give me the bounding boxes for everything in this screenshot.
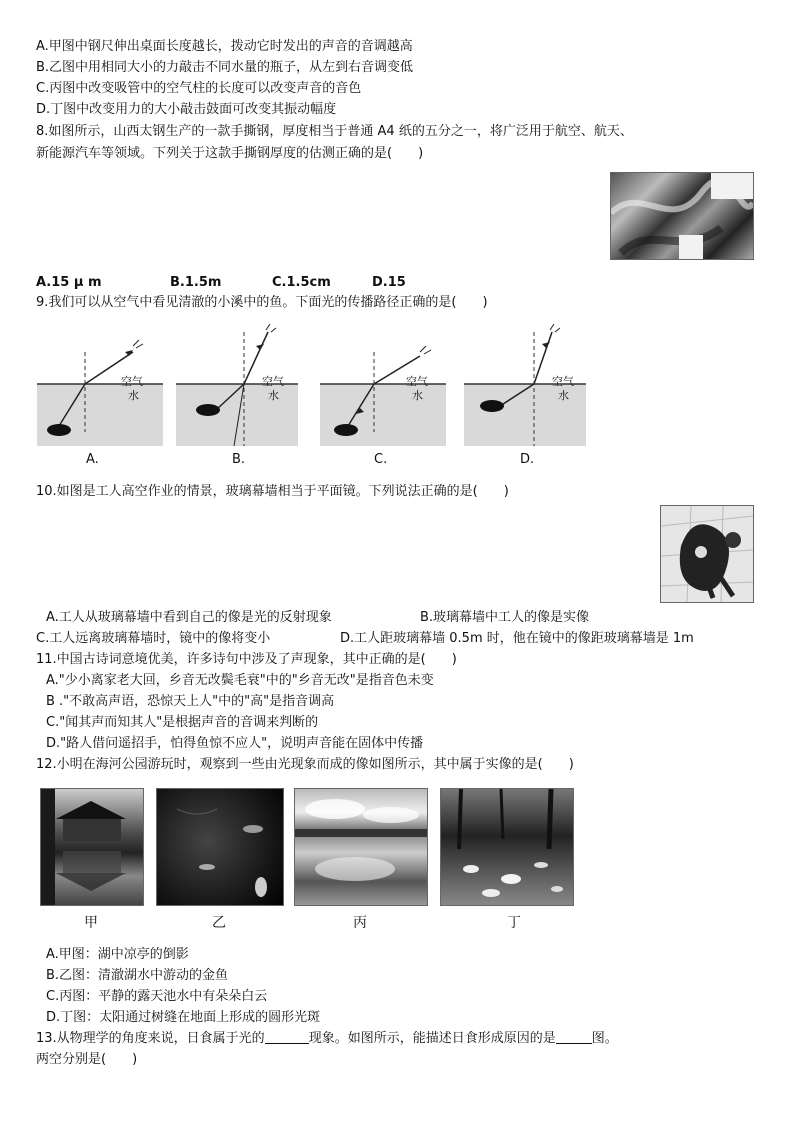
q11-option-c: C."闻其声而知其人"是根据声音的音调来判断的 bbox=[46, 715, 319, 730]
q9-caption-a: A. bbox=[86, 452, 99, 467]
worker-photo-art bbox=[661, 506, 753, 602]
q13-part3: 图。 bbox=[591, 1031, 618, 1046]
q9-b-air-label: 空气 bbox=[262, 375, 284, 388]
q9-figure-b bbox=[176, 322, 298, 470]
q9-d-water-label: 水 bbox=[558, 389, 569, 402]
light-spots-photo bbox=[440, 788, 574, 906]
q9-c-air-label: 空气 bbox=[406, 375, 428, 388]
q9-figure-a bbox=[37, 322, 163, 470]
q9-caption-d: D. bbox=[520, 452, 535, 467]
goldfish-art bbox=[157, 789, 283, 905]
q12-stem: 12.小明在海河公园游玩时，观察到一些由光现象而成的像如图所示，其中属于实像的是( ) bbox=[36, 757, 574, 772]
q8-option-b: B.1.5m bbox=[170, 275, 222, 290]
q13-part2: 现象。如图所示，能描述日食形成原因的是 bbox=[308, 1031, 556, 1046]
q9-b-water-label: 水 bbox=[268, 389, 279, 402]
goldfish-photo bbox=[156, 788, 284, 906]
q9-caption-b: B. bbox=[232, 452, 246, 467]
q12-option-d: D.丁图：太阳通过树缝在地面上形成的圆形光斑 bbox=[46, 1010, 321, 1025]
q9-a-air-label: 空气 bbox=[121, 375, 143, 388]
q13-blank-2 bbox=[556, 1029, 592, 1044]
q9-a-water-label: 水 bbox=[128, 389, 139, 402]
q12-caption-bing: 丙 bbox=[353, 915, 367, 931]
q11-stem: 11.中国古诗词意境优美，许多诗句中涉及了声现象，其中正确的是( ) bbox=[36, 652, 457, 667]
steel-foil-photo bbox=[610, 172, 754, 260]
q11-option-d: D."路人借问遥招手，怕得鱼惊不应人"，说明声音能在固体中传播 bbox=[46, 736, 424, 751]
q10-option-d: D.工人距玻璃幕墙 0.5m 时，他在镜中的像距玻璃幕墙是 1m bbox=[340, 631, 694, 646]
q11-option-b: B ."不敢高声语，恐惊天上人"中的"高"是指音调高 bbox=[46, 694, 335, 709]
q10-option-b: B.玻璃幕墙中工人的像是实像 bbox=[420, 610, 590, 625]
q12-caption-yi: 乙 bbox=[212, 915, 226, 931]
q13-part1: 13.从物理学的角度来说，日食属于光的 bbox=[36, 1031, 265, 1046]
q8-option-a: A.15 μ m bbox=[36, 275, 102, 290]
q8-option-c: C.1.5cm bbox=[272, 275, 331, 290]
q8-stem-line2: 新能源汽车等领域。下列关于这款手撕钢厚度的估测正确的是( ) bbox=[36, 146, 424, 161]
q7-option-a: A.甲图中钢尺伸出桌面长度越长，拨动它时发出的声音的音调越高 bbox=[36, 39, 413, 54]
q9-c-water-label: 水 bbox=[412, 389, 423, 402]
pavilion-art bbox=[41, 789, 143, 905]
q13-blank-1 bbox=[265, 1029, 309, 1044]
clouds-art bbox=[295, 789, 427, 905]
q12-caption-jia: 甲 bbox=[84, 915, 98, 931]
q10-option-a: A.工人从玻璃幕墙中看到自己的像是光的反射现象 bbox=[46, 610, 332, 625]
q12-option-b: B.乙图：清澈湖水中游动的金鱼 bbox=[46, 968, 229, 983]
q10-option-c: C.工人远离玻璃幕墙时，镜中的像将变小 bbox=[36, 631, 271, 646]
q12-caption-ding: 丁 bbox=[507, 915, 521, 931]
q8-stem-line1: 8.如图所示，山西太钢生产的一款手撕钢，厚度相当于普通 A4 纸的五分之一，将广泛用于航空、航天、 bbox=[36, 124, 633, 139]
q12-option-c: C.丙图：平静的露天池水中有朵朵白云 bbox=[46, 989, 268, 1004]
clouds-reflection-photo bbox=[294, 788, 428, 906]
pavilion-reflection-photo bbox=[40, 788, 144, 906]
q11-option-a: A."少小离家老大回，乡音无改鬓毛衰"中的"乡音无改"是指音色未变 bbox=[46, 673, 434, 688]
q9-caption-c: C. bbox=[374, 452, 388, 467]
q9-d-air-label: 空气 bbox=[552, 375, 574, 388]
q7-option-c: C.丙图中改变吸管中的空气柱的长度可以改变声音的音色 bbox=[36, 81, 362, 96]
q9-figure-c bbox=[320, 322, 446, 470]
steel-foil-photo-art bbox=[611, 173, 753, 259]
q12-option-a: A.甲图：湖中凉亭的倒影 bbox=[46, 947, 189, 962]
q7-option-d: D.丁图中改变用力的大小敲击鼓面可改变其振动幅度 bbox=[36, 102, 337, 117]
q7-option-b: B.乙图中用相同大小的力敲击不同水量的瓶子，从左到右音调变低 bbox=[36, 60, 414, 75]
q8-option-d: D.15 bbox=[372, 275, 406, 290]
q13-stem-line2: 两空分别是( ) bbox=[36, 1052, 138, 1067]
q13-stem-line1 bbox=[36, 1029, 618, 1049]
worker-photo bbox=[660, 505, 754, 603]
light-spots-art bbox=[441, 789, 573, 905]
q9-stem: 9.我们可以从空气中看见清澈的小溪中的鱼。下面光的传播路径正确的是( ) bbox=[36, 295, 488, 310]
q10-stem: 10.如图是工人高空作业的情景，玻璃幕墙相当于平面镜。下列说法正确的是( ) bbox=[36, 484, 509, 499]
